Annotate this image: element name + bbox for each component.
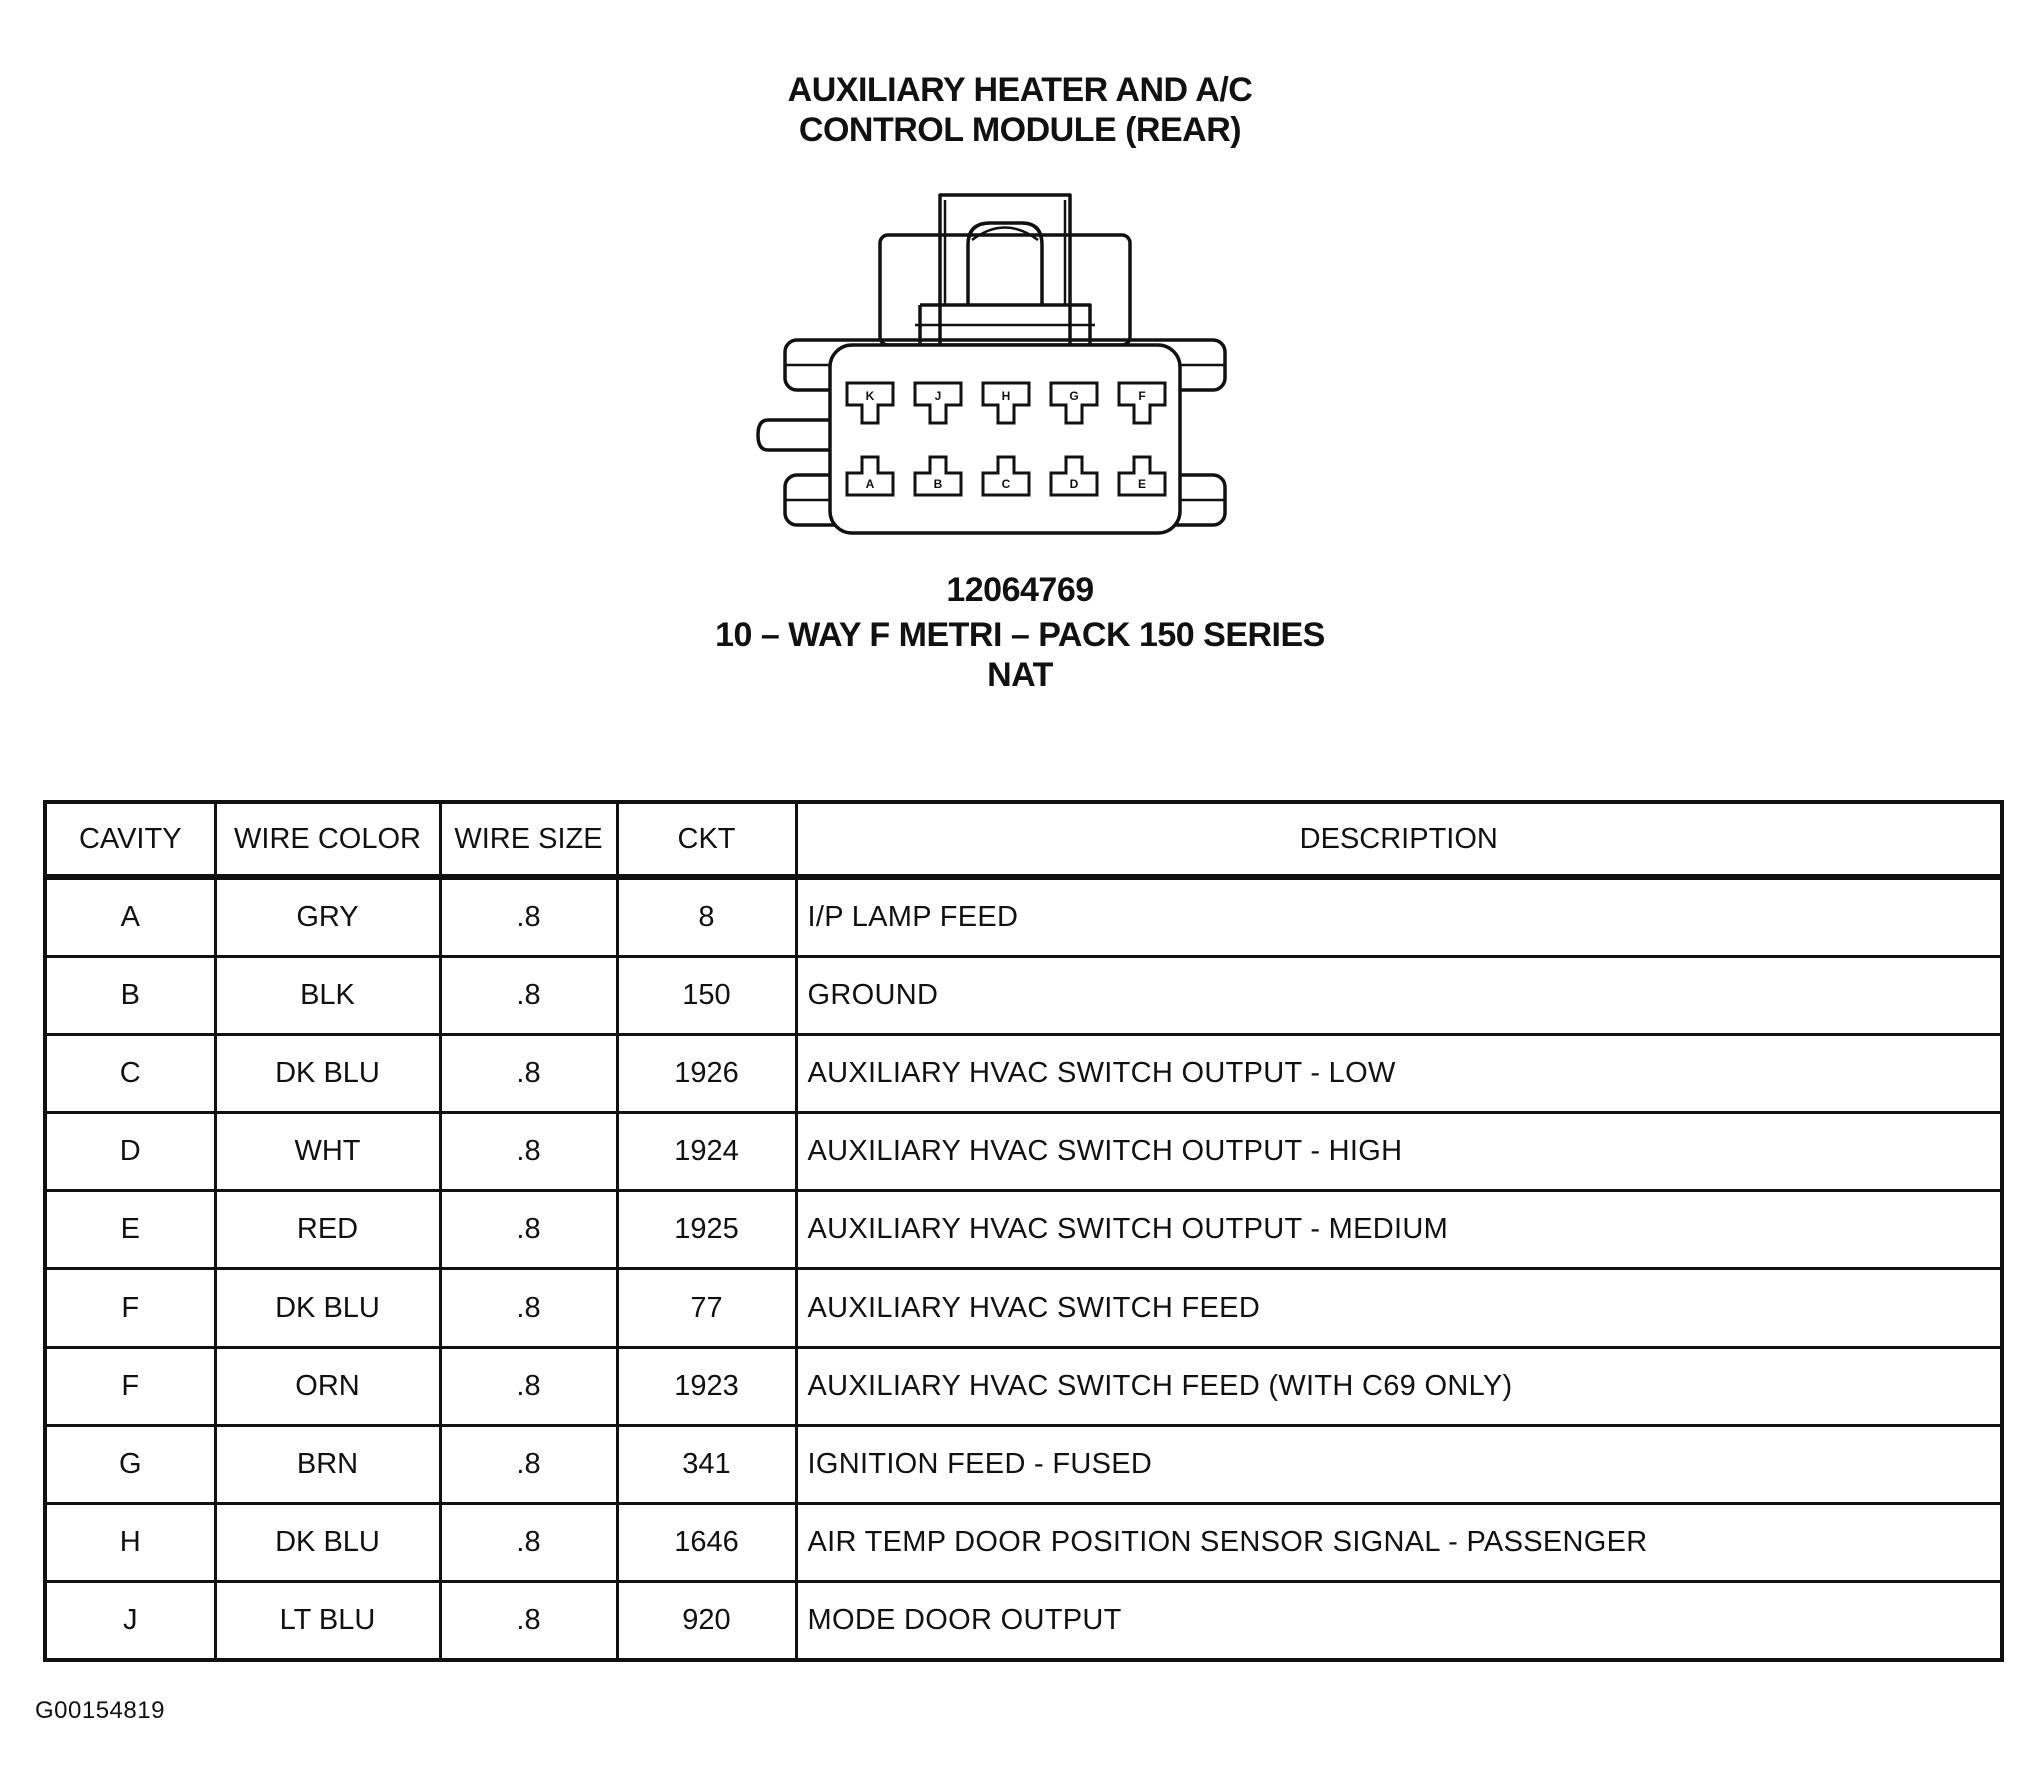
table-header-row [45,802,2002,877]
cell-cavity: E [45,1191,215,1269]
cell-wire-size: .8 [440,1113,617,1191]
cell-wire-color: DK BLU [215,1269,440,1347]
cell-description: AUXILIARY HVAC SWITCH OUTPUT - MEDIUM [796,1191,2002,1269]
connector-face-drawing [740,185,1240,545]
table-row [45,1347,2002,1425]
cell-wire-color: ORN [215,1347,440,1425]
cell-wire-size: .8 [440,877,617,957]
connector-lock-housing [880,235,1130,345]
cell-ckt: 77 [617,1269,796,1347]
connector-part-number: 12064769 [946,571,1094,609]
cell-wire-color: WHT [215,1113,440,1191]
table-row [45,1425,2002,1503]
cell-wire-size: .8 [440,1347,617,1425]
cell-description: AUXILIARY HVAC SWITCH FEED (WITH C69 ONLY) [796,1347,2002,1425]
cell-cavity: G [45,1425,215,1503]
cell-ckt: 341 [617,1425,796,1503]
cell-description: I/P LAMP FEED [796,877,2002,957]
table-row [45,1035,2002,1113]
cell-ckt: 1926 [617,1035,796,1113]
cell-cavity: B [45,957,215,1035]
cell-wire-color: RED [215,1191,440,1269]
cell-ckt: 1923 [617,1347,796,1425]
cell-description: AUXILIARY HVAC SWITCH OUTPUT - LOW [796,1035,2002,1113]
cell-wire-color: BLK [215,957,440,1035]
cell-ckt: 1646 [617,1503,796,1581]
cell-wire-size: .8 [440,1035,617,1113]
cell-description: IGNITION FEED - FUSED [796,1425,2002,1503]
cavity-label: G [1069,389,1079,403]
cell-cavity: C [45,1035,215,1113]
cavity-label: A [865,477,875,491]
cell-wire-size: .8 [440,1269,617,1347]
table-row [45,957,2002,1035]
cell-wire-color: DK BLU [215,1035,440,1113]
cell-description: AUXILIARY HVAC SWITCH FEED [796,1269,2002,1347]
cell-wire-color: BRN [215,1425,440,1503]
cell-description: MODE DOOR OUTPUT [796,1581,2002,1660]
cavity-label: E [1137,477,1147,491]
cell-wire-color: DK BLU [215,1503,440,1581]
header-description: DESCRIPTION [796,802,2002,877]
header-ckt: CKT [617,802,796,877]
header-wire-size: WIRE SIZE [440,802,617,877]
connector-color: NAT [987,656,1053,694]
figure-id: G00154819 [35,1697,165,1724]
cavity-label: J [934,389,942,403]
connector-lock-tab [940,195,1070,345]
diagram-title-line-2: CONTROL MODULE (REAR) [798,111,1242,149]
cell-wire-size: .8 [440,1503,617,1581]
cavity-label: D [1069,477,1079,491]
cell-description: AIR TEMP DOOR POSITION SENSOR SIGNAL - PASSENGER [796,1503,2002,1581]
cell-description: GROUND [796,957,2002,1035]
diagram-title-line-1: AUXILIARY HEATER AND A/C [787,71,1253,109]
cell-wire-size: .8 [440,1581,617,1660]
header-cavity: CAVITY [45,802,215,877]
cavity-label: K [865,389,875,403]
cell-ckt: 8 [617,877,796,957]
cell-cavity: H [45,1503,215,1581]
cell-wire-color: GRY [215,877,440,957]
connector-key [758,420,830,450]
connector-description: 10 – WAY F METRI – PACK 150 SERIES [715,616,1325,654]
table-row [45,1503,2002,1581]
table-row [45,1191,2002,1269]
table-row [45,877,2002,957]
pinout-table [43,800,2004,1662]
cell-ckt: 1924 [617,1113,796,1191]
cavity-label: C [1001,477,1011,491]
cell-cavity: J [45,1581,215,1660]
cell-wire-size: .8 [440,957,617,1035]
connector-body [830,345,1180,533]
cell-wire-color: LT BLU [215,1581,440,1660]
cavity-label: B [933,477,943,491]
cell-description: AUXILIARY HVAC SWITCH OUTPUT - HIGH [796,1113,2002,1191]
table-row [45,1113,2002,1191]
header-wire-color: WIRE COLOR [215,802,440,877]
cell-wire-size: .8 [440,1191,617,1269]
table-row [45,1269,2002,1347]
cell-cavity: D [45,1113,215,1191]
table-row [45,1581,2002,1660]
cell-ckt: 1925 [617,1191,796,1269]
cell-wire-size: .8 [440,1425,617,1503]
cell-ckt: 920 [617,1581,796,1660]
cell-cavity: F [45,1347,215,1425]
cell-cavity: A [45,877,215,957]
cavity-label: H [1001,389,1011,403]
cavity-label: F [1138,389,1146,403]
cell-cavity: F [45,1269,215,1347]
cell-ckt: 150 [617,957,796,1035]
